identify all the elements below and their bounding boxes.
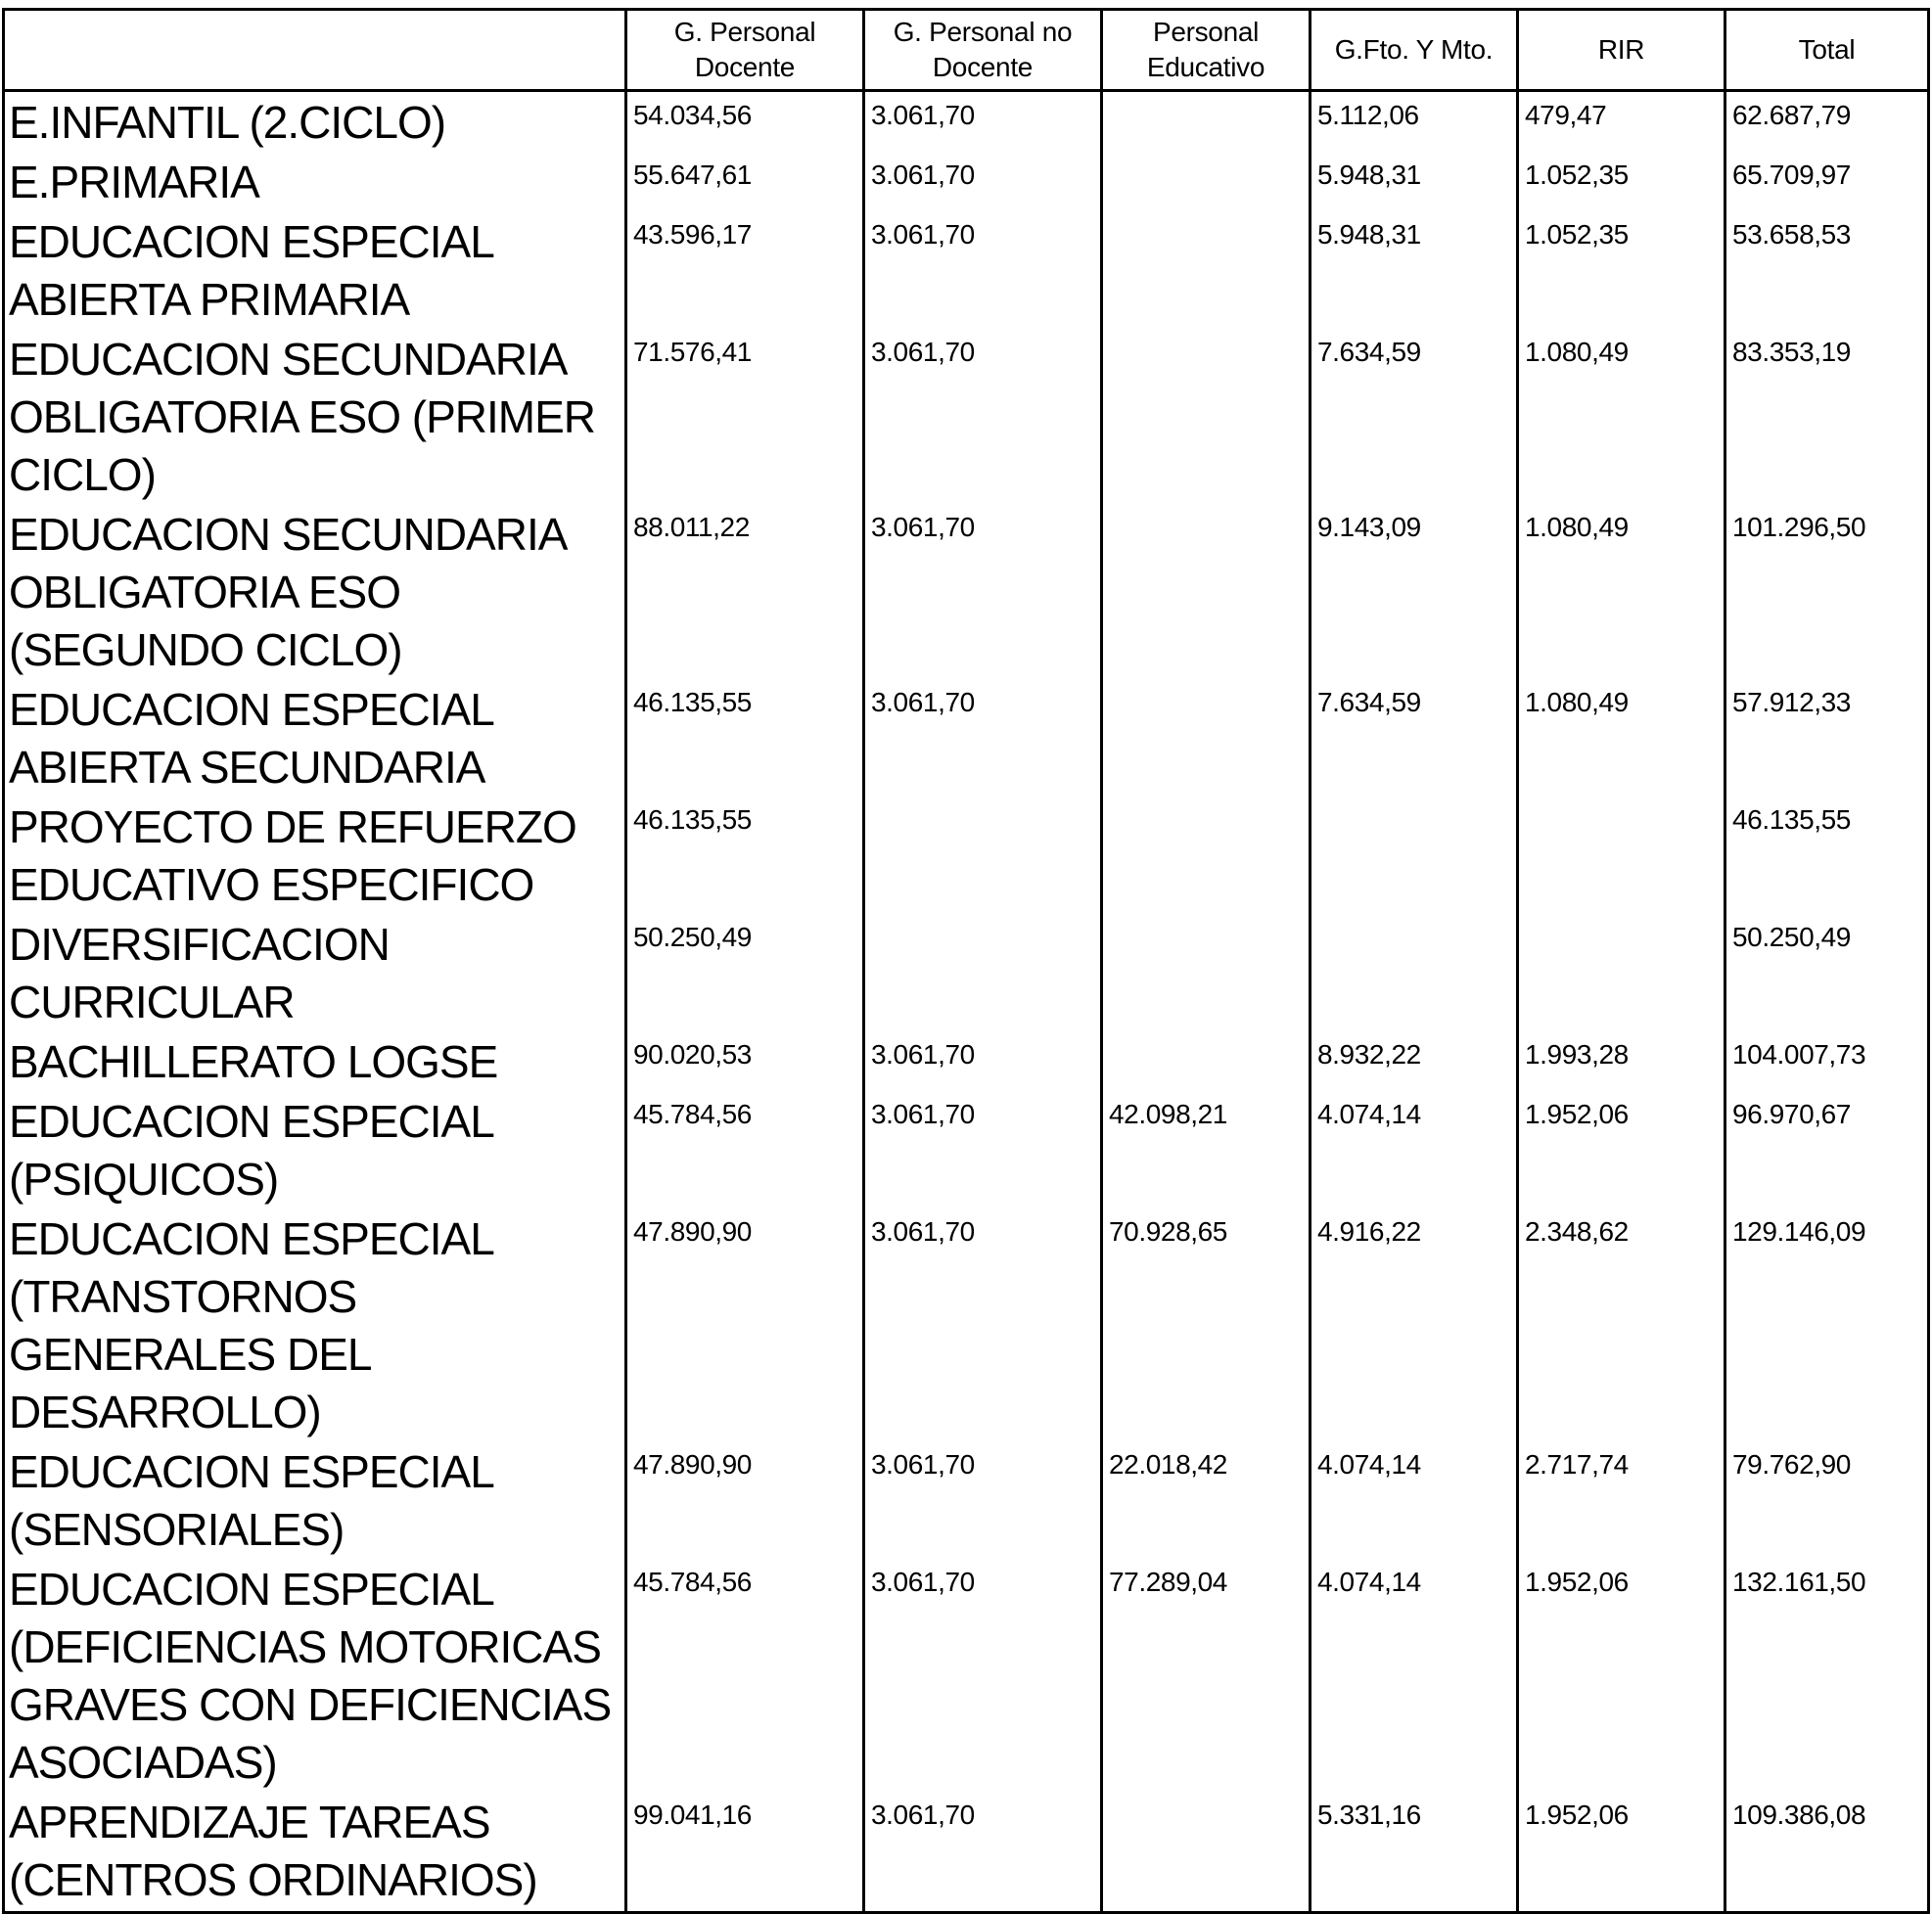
cell-personal-docente: 45.784,56 bbox=[626, 1559, 864, 1792]
header-cell-gfto-mto: G.Fto. Y Mto. bbox=[1311, 10, 1518, 91]
cell-personal-no-docente: 3.061,70 bbox=[864, 1792, 1102, 1913]
cell-rir: 1.052,35 bbox=[1518, 211, 1725, 329]
header-cell-personal-no-docente: G. Personal no Docente bbox=[864, 10, 1102, 91]
table-row bbox=[4, 211, 1929, 329]
cell-personal-educativo bbox=[1102, 211, 1311, 329]
cell-personal-no-docente: 3.061,70 bbox=[864, 152, 1102, 211]
cell-personal-educativo bbox=[1102, 329, 1311, 504]
cell-gfto-mto: 4.916,22 bbox=[1311, 1208, 1518, 1441]
cell-personal-educativo: 77.289,04 bbox=[1102, 1559, 1311, 1792]
cell-rir bbox=[1518, 797, 1725, 914]
row-label: EDUCACION ESPECIAL (PSIQUICOS) bbox=[4, 1091, 626, 1208]
cell-rir: 1.080,49 bbox=[1518, 504, 1725, 679]
cell-personal-no-docente bbox=[864, 797, 1102, 914]
cell-personal-educativo bbox=[1102, 504, 1311, 679]
cell-personal-no-docente: 3.061,70 bbox=[864, 679, 1102, 797]
cell-gfto-mto: 5.112,06 bbox=[1311, 91, 1518, 153]
cell-personal-educativo: 42.098,21 bbox=[1102, 1091, 1311, 1208]
row-label: EDUCACION ESPECIAL ABIERTA PRIMARIA bbox=[4, 211, 626, 329]
cell-rir: 1.952,06 bbox=[1518, 1792, 1725, 1913]
cell-total: 83.353,19 bbox=[1725, 329, 1929, 504]
cell-rir: 1.080,49 bbox=[1518, 679, 1725, 797]
table-row bbox=[4, 1208, 1929, 1441]
cell-personal-no-docente: 3.061,70 bbox=[864, 1031, 1102, 1091]
cell-personal-educativo bbox=[1102, 1792, 1311, 1913]
cell-total: 53.658,53 bbox=[1725, 211, 1929, 329]
cell-gfto-mto bbox=[1311, 914, 1518, 1031]
cell-personal-no-docente: 3.061,70 bbox=[864, 1208, 1102, 1441]
cell-total: 129.146,09 bbox=[1725, 1208, 1929, 1441]
table-header bbox=[4, 10, 1929, 91]
table-row bbox=[4, 914, 1929, 1031]
cell-rir: 1.952,06 bbox=[1518, 1091, 1725, 1208]
row-label: EDUCACION ESPECIAL (SENSORIALES) bbox=[4, 1441, 626, 1559]
table-row bbox=[4, 1031, 1929, 1091]
row-label: E.PRIMARIA bbox=[4, 152, 626, 211]
cell-personal-educativo bbox=[1102, 679, 1311, 797]
cell-rir: 2.717,74 bbox=[1518, 1441, 1725, 1559]
cell-gfto-mto: 5.948,31 bbox=[1311, 211, 1518, 329]
cell-total: 46.135,55 bbox=[1725, 797, 1929, 914]
cell-personal-no-docente: 3.061,70 bbox=[864, 504, 1102, 679]
row-label: BACHILLERATO LOGSE bbox=[4, 1031, 626, 1091]
row-label: EDUCACION ESPECIAL ABIERTA SECUNDARIA bbox=[4, 679, 626, 797]
cell-total: 109.386,08 bbox=[1725, 1792, 1929, 1913]
cell-personal-docente: 90.020,53 bbox=[626, 1031, 864, 1091]
cell-personal-docente: 54.034,56 bbox=[626, 91, 864, 153]
table-row bbox=[4, 1091, 1929, 1208]
row-label: PROYECTO DE REFUERZO EDUCATIVO ESPECIFICO bbox=[4, 797, 626, 914]
cell-personal-no-docente: 3.061,70 bbox=[864, 91, 1102, 153]
cell-rir: 1.052,35 bbox=[1518, 152, 1725, 211]
table-body bbox=[4, 91, 1929, 1913]
cell-personal-docente: 99.041,16 bbox=[626, 1792, 864, 1913]
cell-personal-no-docente: 3.061,70 bbox=[864, 1559, 1102, 1792]
cell-personal-docente: 50.250,49 bbox=[626, 914, 864, 1031]
cell-personal-no-docente: 3.061,70 bbox=[864, 329, 1102, 504]
cell-personal-educativo bbox=[1102, 797, 1311, 914]
cell-gfto-mto: 5.948,31 bbox=[1311, 152, 1518, 211]
cell-personal-docente: 55.647,61 bbox=[626, 152, 864, 211]
cell-total: 132.161,50 bbox=[1725, 1559, 1929, 1792]
cell-total: 57.912,33 bbox=[1725, 679, 1929, 797]
table-row bbox=[4, 797, 1929, 914]
table-row bbox=[4, 329, 1929, 504]
cell-gfto-mto: 4.074,14 bbox=[1311, 1091, 1518, 1208]
table-row bbox=[4, 91, 1929, 153]
cell-personal-educativo: 22.018,42 bbox=[1102, 1441, 1311, 1559]
cell-personal-no-docente: 3.061,70 bbox=[864, 211, 1102, 329]
cell-gfto-mto: 4.074,14 bbox=[1311, 1559, 1518, 1792]
cell-total: 96.970,67 bbox=[1725, 1091, 1929, 1208]
row-label: APRENDIZAJE TAREAS (CENTROS ORDINARIOS) bbox=[4, 1792, 626, 1913]
cell-personal-no-docente: 3.061,70 bbox=[864, 1091, 1102, 1208]
cell-total: 104.007,73 bbox=[1725, 1031, 1929, 1091]
row-label: EDUCACION SECUNDARIA OBLIGATORIA ESO (SEGUNDO CICLO) bbox=[4, 504, 626, 679]
header-cell-label bbox=[4, 10, 626, 91]
cell-personal-educativo bbox=[1102, 91, 1311, 153]
table-row bbox=[4, 1559, 1929, 1792]
cell-personal-no-docente: 3.061,70 bbox=[864, 1441, 1102, 1559]
cell-rir: 2.348,62 bbox=[1518, 1208, 1725, 1441]
cell-total: 62.687,79 bbox=[1725, 91, 1929, 153]
cost-table bbox=[2, 8, 1930, 1914]
table-row bbox=[4, 504, 1929, 679]
cell-gfto-mto: 9.143,09 bbox=[1311, 504, 1518, 679]
header-cell-personal-educativo: Personal Educativo bbox=[1102, 10, 1311, 91]
cell-rir: 1.952,06 bbox=[1518, 1559, 1725, 1792]
header-cell-rir: RIR bbox=[1518, 10, 1725, 91]
cell-personal-docente: 46.135,55 bbox=[626, 679, 864, 797]
row-label: DIVERSIFICACION CURRICULAR bbox=[4, 914, 626, 1031]
cell-personal-educativo: 70.928,65 bbox=[1102, 1208, 1311, 1441]
cell-gfto-mto: 7.634,59 bbox=[1311, 679, 1518, 797]
cell-gfto-mto: 5.331,16 bbox=[1311, 1792, 1518, 1913]
header-cell-personal-docente: G. Personal Docente bbox=[626, 10, 864, 91]
cell-gfto-mto: 4.074,14 bbox=[1311, 1441, 1518, 1559]
cell-personal-docente: 88.011,22 bbox=[626, 504, 864, 679]
cell-personal-docente: 45.784,56 bbox=[626, 1091, 864, 1208]
cell-gfto-mto bbox=[1311, 797, 1518, 914]
cell-personal-docente: 43.596,17 bbox=[626, 211, 864, 329]
header-row bbox=[4, 10, 1929, 91]
row-label: E.INFANTIL (2.CICLO) bbox=[4, 91, 626, 153]
cell-rir: 479,47 bbox=[1518, 91, 1725, 153]
cell-personal-docente: 71.576,41 bbox=[626, 329, 864, 504]
cell-rir bbox=[1518, 914, 1725, 1031]
table-row bbox=[4, 152, 1929, 211]
cell-total: 101.296,50 bbox=[1725, 504, 1929, 679]
cell-personal-educativo bbox=[1102, 1031, 1311, 1091]
header-cell-total: Total bbox=[1725, 10, 1929, 91]
cell-personal-docente: 47.890,90 bbox=[626, 1441, 864, 1559]
table-row bbox=[4, 1792, 1929, 1913]
cell-personal-no-docente bbox=[864, 914, 1102, 1031]
cell-personal-educativo bbox=[1102, 914, 1311, 1031]
cell-total: 79.762,90 bbox=[1725, 1441, 1929, 1559]
table-row bbox=[4, 1441, 1929, 1559]
cell-total: 65.709,97 bbox=[1725, 152, 1929, 211]
row-label: EDUCACION SECUNDARIA OBLIGATORIA ESO (PRIMER CICLO) bbox=[4, 329, 626, 504]
cell-rir: 1.993,28 bbox=[1518, 1031, 1725, 1091]
cell-personal-docente: 47.890,90 bbox=[626, 1208, 864, 1441]
cell-gfto-mto: 7.634,59 bbox=[1311, 329, 1518, 504]
cell-rir: 1.080,49 bbox=[1518, 329, 1725, 504]
cell-gfto-mto: 8.932,22 bbox=[1311, 1031, 1518, 1091]
cell-personal-docente: 46.135,55 bbox=[626, 797, 864, 914]
cell-total: 50.250,49 bbox=[1725, 914, 1929, 1031]
cell-personal-educativo bbox=[1102, 152, 1311, 211]
row-label: EDUCACION ESPECIAL (TRANSTORNOS GENERALES DEL DESARROLLO) bbox=[4, 1208, 626, 1441]
row-label: EDUCACION ESPECIAL (DEFICIENCIAS MOTORICAS GRAVES CON DEFICIENCIAS ASOCIADAS) bbox=[4, 1559, 626, 1792]
table-row bbox=[4, 679, 1929, 797]
